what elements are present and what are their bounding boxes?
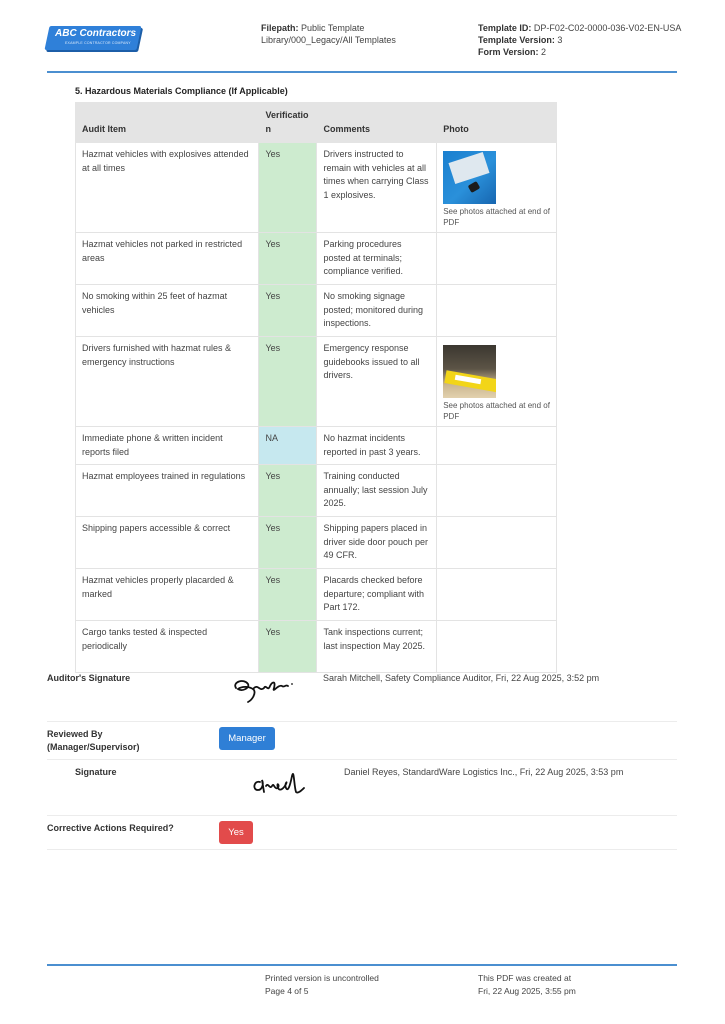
column-header-photo: Photo [437,103,557,143]
audit-item-cell: Drivers furnished with hazmat rules & emergency instructions [76,337,259,427]
comments-cell: No smoking signage posted; monitored during inspections. [317,285,437,337]
table-row [76,233,557,285]
audit-item-cell: Cargo tanks tested & inspected periodically [76,621,259,673]
footer-created-info [478,972,576,998]
table-row [76,621,557,673]
footer-divider [47,964,677,966]
verification-cell: Yes [259,621,317,673]
verification-cell: Yes [259,569,317,621]
table-row [76,517,557,569]
reviewed-by-label [47,728,140,754]
divider [47,759,677,760]
table-header-row [76,103,557,143]
photo-cell [437,285,557,337]
photo-cell [437,569,557,621]
comments-cell: Parking procedures posted at terminals; compliance verified. [317,233,437,285]
verification-cell: Yes [259,285,317,337]
photo-cell [437,143,557,233]
photo-keys-shape [468,181,481,193]
auditor-signature-label: Auditor's Signature [47,673,131,683]
page-number: Page 4 of 5 [265,986,309,996]
filepath-value: Public Template Library/000_Legacy/All Templates [261,23,396,45]
photo-cell [437,233,557,285]
corrective-actions-yes-badge[interactable]: Yes [219,821,253,844]
verification-cell: NA [259,427,317,465]
verification-cell: Yes [259,465,317,517]
audit-item-cell: Hazmat vehicles not parked in restricted areas [76,233,259,285]
verification-cell: Yes [259,233,317,285]
template-version-value: 3 [557,35,563,45]
logo-title: ABC Contractors [55,28,137,39]
comments-cell: Emergency response guidebooks issued to all drivers. [317,337,437,427]
form-version-value: 2 [541,47,547,57]
uncontrolled-note: Printed version is uncontrolled [265,973,379,983]
photo-cell [437,427,557,465]
photo-thumbnail[interactable] [443,345,496,398]
comments-cell: Tank inspections current; last inspection May 2025. [317,621,437,673]
audit-table [75,102,557,673]
created-timestamp: Fri, 22 Aug 2025, 3:55 pm [478,986,576,996]
photo-cell [437,621,557,673]
divider [47,721,677,722]
comments-cell: No hazmat incidents reported in past 3 years. [317,427,437,465]
audit-item-cell: Hazmat vehicles with explosives attended at all times [76,143,259,233]
photo-thumbnail[interactable] [443,151,496,204]
column-header-verification: Verificatio n [259,103,317,143]
filepath-info [261,22,456,46]
footer-print-info [265,972,379,998]
auditor-signature-text: Sarah Mitchell, Safety Compliance Auditor, Fri, 22 Aug 2025, 3:52 pm [323,673,600,683]
reviewed-by-label-line1: Reviewed By [47,729,103,739]
page-header [47,18,682,72]
photo-cell [437,517,557,569]
template-info [478,22,688,58]
filepath-label: Filepath: [261,23,299,33]
table-row [76,337,557,427]
table-row [76,465,557,517]
audit-item-cell: No smoking within 25 feet of hazmat vehicles [76,285,259,337]
header-divider [47,71,677,73]
audit-item-cell: Hazmat vehicles properly placarded & marked [76,569,259,621]
created-label: This PDF was created at [478,973,572,983]
verification-cell: Yes [259,143,317,233]
reviewer-signature-label: Signature [75,767,117,777]
table-row [76,569,557,621]
section-title: 5. Hazardous Materials Compliance (If Applicable) [75,86,288,96]
table-row [76,285,557,337]
auditor-signature-image [230,674,296,706]
audit-item-cell: Immediate phone & written incident reports filed [76,427,259,465]
comments-cell: Shipping papers placed in driver side door pouch per 49 CFR. [317,517,437,569]
audit-item-cell: Hazmat employees trained in regulations [76,465,259,517]
photo-paper-shape [449,152,490,184]
table-row [76,427,557,465]
column-header-comments: Comments [317,103,437,143]
photo-note: See photos attached at end of PDF [443,401,550,421]
photo-note: See photos attached at end of PDF [443,207,550,227]
verification-cell: Yes [259,337,317,427]
template-id-label: Template ID: [478,23,532,33]
photo-cell [437,337,557,427]
template-id-value: DP-F02-C02-0000-036-V02-EN-USA [533,23,682,33]
company-logo [47,26,139,50]
reviewed-by-label-line2: (Manager/Supervisor) [47,742,140,752]
table-row [76,143,557,233]
comments-cell: Placards checked before departure; compliant with Part 172. [317,569,437,621]
divider [47,815,677,816]
verification-cell: Yes [259,517,317,569]
photo-cell [437,465,557,517]
reviewed-by-manager-badge[interactable]: Manager [219,727,275,750]
comments-cell: Drivers instructed to remain with vehicles at all times when carrying Class 1 explosives. [317,143,437,233]
reviewer-signature-text: Daniel Reyes, StandardWare Logistics Inc., Fri, 22 Aug 2025, 3:53 pm [344,767,624,777]
template-version-label: Template Version: [478,35,555,45]
audit-item-cell: Shipping papers accessible & correct [76,517,259,569]
form-version-label: Form Version: [478,47,539,57]
corrective-actions-label: Corrective Actions Required? [47,823,174,833]
logo-subtitle: EXAMPLE CONTRACTOR COMPANY [65,41,131,45]
divider [47,849,677,850]
column-header-audit-item: Audit Item [76,103,259,143]
reviewer-signature-image [250,764,306,798]
comments-cell: Training conducted annually; last session July 2025. [317,465,437,517]
